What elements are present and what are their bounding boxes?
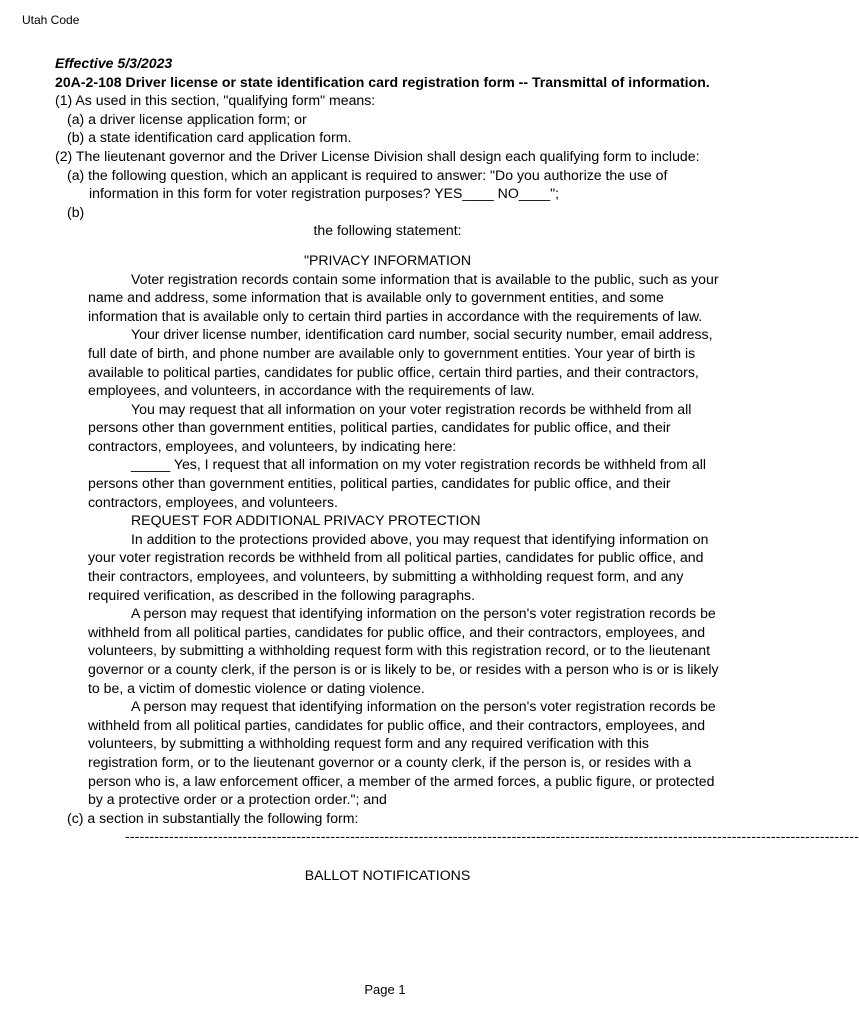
privacy-heading: "PRIVACY INFORMATION [303, 251, 472, 268]
subsection-1: (1) As used in this section, "qualifying form" means: [55, 92, 376, 109]
dashed-rule: ------------------------------------------------------------------------------------------------------------------------------------------------------ [125, 828, 859, 845]
page-number: Page 1 [364, 982, 406, 997]
privacy-paragraph-2: Your driver license number, identification card number, social security number, email address, full date of birth, and phone number are available only to government entities. Your year of birth is available to political parties, candidates for public office, certain third parties, and their contractors, employees, and volunteers, in accordance with the requirements of law. [88, 326, 713, 399]
privacy-paragraph-3: You may request that all information on your voter registration records be withheld from all persons other than government entities, political parties, candidates for public office, and their contractors, employees, and volunteers, by indicating here: [88, 400, 692, 454]
effective-date: Effective 5/3/2023 [55, 55, 173, 71]
running-header: Utah Code [22, 13, 80, 27]
subsection-2: (2) The lieutenant governor and the Driver License Division shall design each qualifying form to include: [55, 147, 700, 164]
privacy-paragraph-6: In addition to the protections provided above, you may request that identifying information on your voter registration records be withheld from all political parties, candidates for public office, and their contractors, employees, and volunteers, by submitting a withholding request form, and any required verification, as described in the following paragraphs. [88, 530, 709, 603]
subsection-2c: (c) a section in substantially the following form: [67, 809, 359, 826]
ballot-notifications-heading: BALLOT NOTIFICATIONS [304, 866, 471, 883]
statute-body [55, 54, 859, 885]
subsection-2a: (a) the following question, which an applicant is required to answer: "Do you authorize the use of information in this form for voter registration purposes? YES____ NO____"; [67, 166, 668, 202]
privacy-paragraph-1: Voter registration records contain some information that is available to the public, such as your name and address, some information that is available only to government entities, and some information that is available only to certain third parties in accordance with the requirements of law. [88, 270, 719, 324]
privacy-paragraph-4: _____ Yes, I request that all information on my voter registration records be withheld from all persons other than government entities, political parties, candidates for public office, and their contractors, employees, and volunteers. [88, 456, 707, 510]
additional-protection-heading: REQUEST FOR ADDITIONAL PRIVACY PROTECTION [131, 512, 481, 529]
section-title: 20A-2-108 Driver license or state identification card registration form -- Transmittal of information. [55, 73, 710, 90]
subsection-1b: (b) a state identification card application form. [67, 129, 352, 146]
privacy-paragraph-8: A person may request that identifying information on the person's voter registration records be withheld from all political parties, candidates for public office, and their contractors, employees, and volunteers, by submitting a withholding request form and any required verification with this registration form, or to the lieutenant governor or a county clerk, if the person is, or resides with a person who is, a law enforcement officer, a member of the armed forces, a public figure, or protected by a protective order or a protection order."; and [88, 698, 716, 808]
subsection-1a: (a) a driver license application form; or [67, 110, 307, 127]
privacy-paragraph-7: A person may request that identifying information on the person's voter registration records be withheld from all political parties, candidates for public office, and their contractors, employees, and volunteers, by submitting a withholding request form with this registration record, or to the lieutenant governor or a county clerk, if the person is or is likely to be, or resides with a person who is or is likely to be, a victim of domestic violence or dating violence. [88, 605, 719, 696]
subsection-2b: (b) [67, 203, 85, 220]
statement-intro: the following statement: [313, 222, 462, 239]
